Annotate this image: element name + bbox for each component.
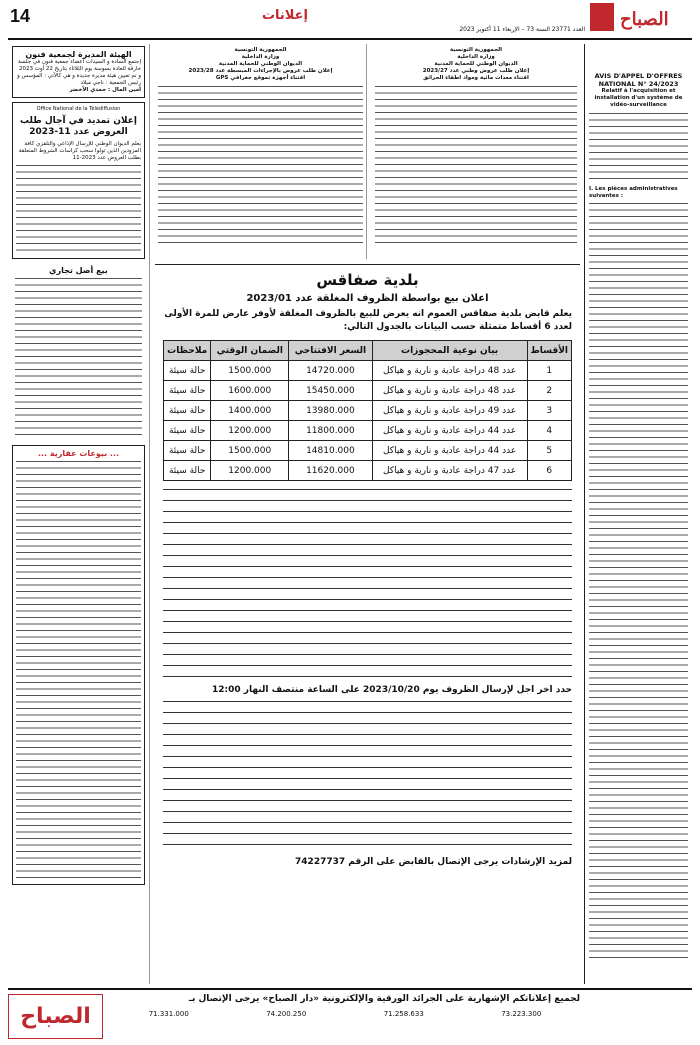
- tender-row: [164, 381, 572, 401]
- water-subject: اقتناء معدات مائية ومواد اطفاء الحرائق: [423, 75, 529, 81]
- water-title: إعلان طلب عروض وطني عدد 2023/27: [422, 68, 530, 74]
- gps-body-lines: [158, 86, 363, 246]
- newspaper-logo: [590, 3, 690, 33]
- footer-phone-1: 71.331.000: [148, 1010, 189, 1018]
- tender-cell: حالة سيئة: [164, 401, 211, 421]
- tender-cell: حالة سيئة: [164, 421, 211, 441]
- tender-header-cell: بيان نوعية المحجوزات: [372, 341, 527, 361]
- fonoun-body: إجتمع السادة و السيدات أعضاء جمعية فنون في جلسة خارقة للعادة بسوسة يوم الثلاثاء بتاريخ 22 أوت 2023 و تم تعيين هيئة مديرة جديدة و هي كالآتي : المؤسس و رئيس الجمعية : ناجي ميلاد: [17, 59, 141, 86]
- aoi-subtitle: Relatif à l'acquisition et installation d'un système de vidéo-surveillance: [594, 88, 683, 108]
- oti-summary: يعلم الديوان الوطني للإرسال الإذاعي والتلفزي كافة المزودين الذين تولوا سحب كراسات الشروط المتعلقة بطلب العروض عدد 2023-11: [18, 140, 141, 161]
- water-notice: [372, 44, 580, 259]
- tender-table-header: [164, 341, 572, 361]
- tender-cell: 1500.000: [211, 441, 289, 461]
- tender-cell: عدد 48 دراجة عادية و نارية و هياكل: [372, 361, 527, 381]
- section-title: إعلانات: [261, 8, 309, 23]
- tender-title: اعلان بيع بواسطة الظروف المغلقة عدد 2023/01: [246, 293, 489, 304]
- header-rule: [8, 38, 692, 40]
- tender-cell: 11800.000: [289, 421, 373, 441]
- oti-notice: [12, 102, 145, 259]
- tender-cell: حالة سيئة: [164, 441, 211, 461]
- tender-header-cell: الضمان الوقتي: [211, 341, 289, 361]
- oti-title: إعلان تمديد في آجال طلب العروض عدد 11-2023: [20, 115, 137, 137]
- tender-municipality: بلدية صفاقس: [316, 271, 419, 289]
- water-state: الجمهورية التونسية: [449, 47, 503, 53]
- tender-cell: عدد 44 دراجة عادية و نارية و هياكل: [372, 421, 527, 441]
- classified-body-lines: [15, 278, 142, 438]
- tender-cell: عدد 47 دراجة عادية و نارية و هياكل: [372, 461, 527, 481]
- tender-cell: 1: [527, 361, 572, 381]
- tender-cell: 6: [527, 461, 572, 481]
- tender-extra-lines: [163, 701, 572, 851]
- gps-office: الديوان الوطني للحماية المدنية: [218, 61, 303, 67]
- footer-phone-4: 73.223.300: [501, 1010, 542, 1018]
- water-office: الديوان الوطني للحماية المدنية: [434, 61, 518, 67]
- gps-state: الجمهورية التونسية: [234, 47, 287, 53]
- classified-commerce: [12, 263, 145, 441]
- tender-cell: عدد 44 دراجة عادية و نارية و هياكل: [372, 441, 527, 461]
- tender-cell: 14810.000: [289, 441, 373, 461]
- tender-closing-date: حدد اخر اجل لإرسال الظروف يوم 2023/10/20 على الساعة منتصف النهار 12:00: [212, 685, 572, 695]
- tender-header-cell: الأقساط: [527, 341, 572, 361]
- right-column: [584, 44, 692, 984]
- page-number: 14: [10, 6, 31, 26]
- tender-phone: لمزيد الإرشادات يرجى الإتصال بالقابض على الرقم 74227737: [295, 857, 572, 867]
- tender-cell: 1500.000: [211, 361, 289, 381]
- tender-row: [164, 421, 572, 441]
- sfax-tender: [155, 264, 580, 984]
- oti-org: Office National de la Télédiffusion: [36, 106, 121, 112]
- aoi-section: I. Les pièces administratives suivantes :: [589, 186, 678, 199]
- fonoun-treasurer: أمين المال : حمدي الأخضر: [69, 87, 141, 93]
- tender-header-cell: ملاحظات: [164, 341, 211, 361]
- aoi-body-lines: [589, 203, 688, 963]
- classified-title: بيع أصل تجاري: [49, 265, 108, 275]
- footer-brand: الصباح: [8, 994, 103, 1039]
- tender-header-cell: السعر الافتتاحي: [289, 341, 373, 361]
- tender-intro: يعلم قابض بلدية صفاقس العموم انه يعرض للبيع بالظروف المغلقة لأوفر عارض للمرة الأولى لعدد 6 أقساط متمثلة حسب البيانات بالجدول التالي:: [164, 309, 572, 332]
- tender-cell: حالة سيئة: [164, 461, 211, 481]
- gps-ministry: وزارة الداخلية: [241, 54, 280, 60]
- tender-cell: 5: [527, 441, 572, 461]
- footer-phone-2: 74.200.250: [266, 1010, 307, 1018]
- footer-phones: [110, 1010, 580, 1018]
- tender-row: [164, 461, 572, 481]
- logo-mark-icon: [590, 3, 690, 33]
- gps-title: إعلان طلب عروض بالإجراءات المبسطة عدد 2023/28: [188, 68, 333, 74]
- issue-line: العدد 23771 السنة 73 – الإربعاء 11 أكتوبر 2023: [459, 26, 585, 33]
- footer-phone-3: 71.258.633: [383, 1010, 424, 1018]
- tender-table: [163, 340, 572, 481]
- footer-rule: [8, 988, 692, 990]
- gps-subject: اقتناء أجهزة تموقع جغرافي GPS: [215, 75, 306, 81]
- fonoun-org: الهيئة المديرة لجمعية فنون: [25, 50, 132, 59]
- gps-notice: [155, 44, 367, 259]
- tender-cell: 15450.000: [289, 381, 373, 401]
- tender-cell: حالة سيئة: [164, 381, 211, 401]
- water-ministry: وزارة الداخلية: [457, 54, 495, 60]
- tender-cell: 2: [527, 381, 572, 401]
- tender-cell: 1200.000: [211, 461, 289, 481]
- tender-cell: حالة سيئة: [164, 361, 211, 381]
- real-estate-title: ... بيوعات عقارية ...: [37, 448, 120, 458]
- real-estate-ads: [12, 445, 145, 885]
- tender-cell: 11620.000: [289, 461, 373, 481]
- tender-cell: عدد 49 دراجة عادية و نارية و هياكل: [372, 401, 527, 421]
- logo-text: الصباح: [620, 9, 669, 30]
- tender-row: [164, 441, 572, 461]
- aoi-intro-lines: [589, 113, 688, 183]
- tender-conditions-lines: [163, 489, 572, 679]
- tender-cell: 4: [527, 421, 572, 441]
- tender-cell: 13980.000: [289, 401, 373, 421]
- tender-cell: 1400.000: [211, 401, 289, 421]
- tender-cell: 3: [527, 401, 572, 421]
- tender-cell: 14720.000: [289, 361, 373, 381]
- tender-cell: 1200.000: [211, 421, 289, 441]
- aoi-title: AVIS D'APPEL D'OFFRES NATIONAL N° 24/2023: [594, 72, 683, 88]
- tender-cell: عدد 48 دراجة عادية و نارية و هياكل: [372, 381, 527, 401]
- tender-row: [164, 401, 572, 421]
- oti-body-lines: [16, 165, 141, 255]
- fonoun-notice: [12, 46, 145, 98]
- footer-text: لجميع إعلاناتكم الإشهارية على الجرائد الورقية والإلكترونية «دار الصباح» يرجى الإتصال بـ: [188, 994, 580, 1004]
- tender-table-body: [164, 361, 572, 481]
- tender-cell: 1600.000: [211, 381, 289, 401]
- tender-row: [164, 361, 572, 381]
- real-estate-body-lines: [16, 461, 141, 881]
- left-column: [8, 44, 150, 984]
- water-body-lines: [375, 86, 577, 246]
